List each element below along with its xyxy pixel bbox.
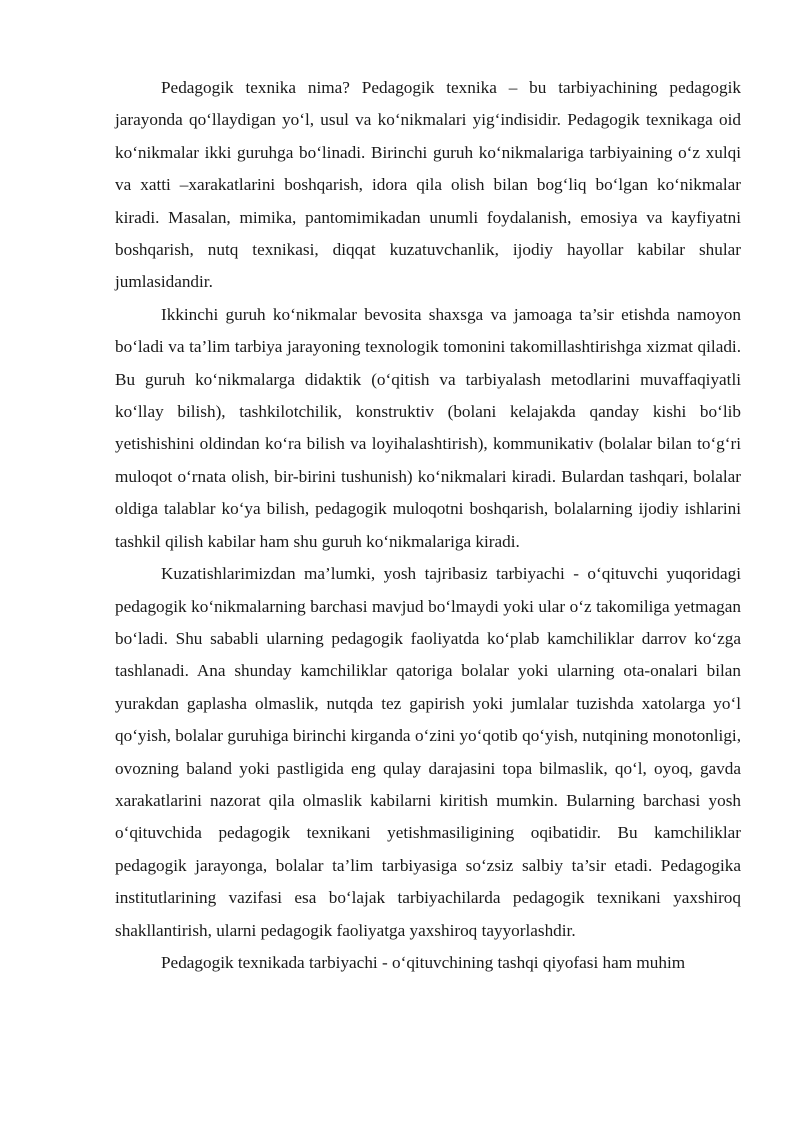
paragraph-teacher-appearance: Pedagogik texnikada tarbiyachi - o‘qituvchining tashqi qiyofasi ham muhim: [161, 952, 686, 972]
paragraph-young-teacher-shortcomings: Kuzatishlarimizdan ma’lumki, yosh tajribasiz tarbiyachi - o‘qituvchi yuqoridagi pedagogik ko‘nikmalarning barchasi mavjud bo‘lmaydi yoki ular o‘z takomiliga yetmagan bo‘ladi. Shu sababli ularning pedagogik faoliyatda ko‘plab kamchiliklar darrov ko‘zga tashlanadi. Ana shunday kamchiliklar qatoriga bolalar yoki ularning ota-onalari bilan yurakdan gaplasha olmaslik, nutqda tez gapirish yoki jumlalar tuzishda xatolarga yo‘l qo‘yish, bolalar guruhiga birinchi kirganda o‘zini yo‘qotib qo‘yish, nutqining monotonligi, ovozning baland yoki pastligida eng qulay darajasini topa bilmaslik, qo‘l, oyoq, gavda xarakatlarini nazorat qila olmaslik kabilarni kiritish mumkin. Bularning barchasi yosh o‘qituvchida pedagogik texnikani yetishmasiligining oqibatidir. Bu kamchiliklar pedagogik jarayonga, bolalar ta’lim tarbiyasiga so‘zsiz salbiy ta’sir etadi. Pedagogika institutlarining vazifasi esa bo‘lajak tarbiyachilarda pedagogik texnikani yaxshiroq shakllantirish, ularni pedagogik faoliyatga yaxshiroq tayyorlashdir.: [115, 564, 741, 940]
document-page: [115, 72, 741, 979]
paragraph-second-skill-group: Ikkinchi guruh ko‘nikmalar bevosita shaxsga va jamoaga ta’sir etishda namoyon bo‘ladi va ta’lim tarbiya jarayoning texnologik tomonini takomillashtirishga xizmat qiladi. Bu guruh ko‘nikmalarga didaktik (o‘qitish va tarbiyalash metodlarini muvaffaqiyatli ko‘llay bilish), tashkilotchilik, konstruktiv (bolani kelajakda qanday kishi bo‘lib yetishishini oldindan ko‘ra bilish va loyihalashtirish), kommunikativ (bolalar bilan to‘g‘ri muloqot o‘rnata olish, bir-birini tushunish) ko‘nikmalari kiradi. Bulardan tashqari, bolalar oldiga talablar ko‘ya bilish, pedagogik muloqotni boshqarish, bolalarning ijodiy ishlarini tashkil qilish kabilar ham shu guruh ko‘nikmalariga kiradi.: [115, 304, 741, 551]
paragraph-pedagogical-technique-definition: Pedagogik texnika nima? Pedagogik texnika – bu tarbiyachining pedagogik jarayonda qo‘llaydigan yo‘l, usul va ko‘nikmalari yig‘indisidir. Pedagogik texnikaga oid ko‘nikmalar ikki guruhga bo‘linadi. Birinchi guruh ko‘nikmalariga tarbiyaining o‘z xulqi va xatti –xarakatlarini boshqarish, idora qila olish bilan bog‘liq bo‘lgan ko‘nikmalar kiradi. Masalan, mimika, pantomimikadan unumli foydalanish, emosiya va kayfiyatni boshqarish, nutq texnikasi, diqqat kuzatuvchanlik, ijodiy hayollar kabilar shular jumlasidandir.: [115, 78, 741, 292]
